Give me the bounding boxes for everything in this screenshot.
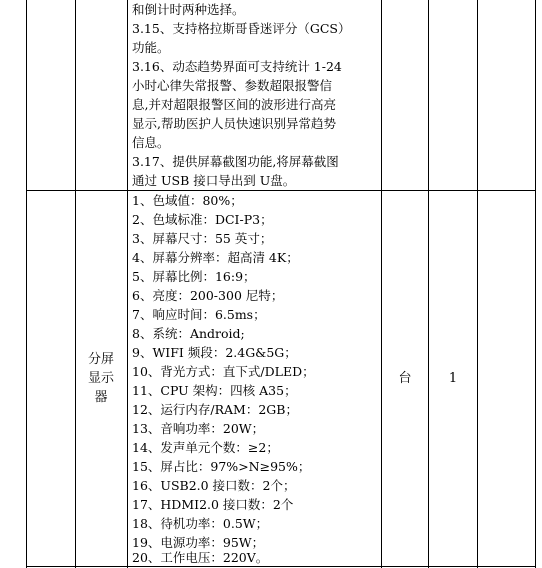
spec-line: 6、亮度：200-300 尼特； [132, 288, 284, 303]
item-name-line: 分屏 [87, 352, 114, 367]
spec-line: 3.16、动态趋势界面可支持统计 1-24 [132, 59, 342, 74]
spec-line: 11、CPU 架构：四核 A35； [132, 383, 297, 398]
column-divider-4 [428, 0, 429, 568]
table-border-left [26, 0, 27, 568]
item-name [76, 350, 126, 407]
item-quantity: 1 [448, 371, 458, 386]
spec-line: 14、发声单元个数：≥2； [132, 440, 279, 455]
column-divider-2 [127, 0, 128, 568]
spec-line: 显示,帮助医护人员快速识别异常趋势 [132, 116, 336, 131]
column-divider-5 [477, 0, 478, 568]
column-divider-3 [381, 0, 382, 568]
table-border-bottom [26, 566, 536, 567]
row-divider [26, 190, 536, 191]
spec-line: 信息。 [132, 135, 170, 150]
column-divider-1 [75, 0, 76, 568]
spec-line: 1、色域值：80%； [132, 193, 243, 208]
item-name-line: 显示 [87, 371, 114, 386]
spec-line: 息,并对超限报警区间的波形进行高亮 [132, 97, 336, 112]
spec-line: 10、背光方式：直下式/DLED； [132, 364, 315, 379]
spec-line: 17、HDMI2.0 接口数：2个 [132, 497, 294, 512]
spec-line: 通过 USB 接口导出到 U盘。 [132, 173, 296, 188]
item-unit: 台 [398, 371, 412, 386]
spec-line: 3.17、提供屏幕截图功能,将屏幕截图 [132, 154, 339, 169]
spec-line: 12、运行内存/RAM：2GB； [132, 402, 298, 417]
spec-line: 小时心律失常报警、参数超限报警信 [132, 78, 333, 93]
spec-line: 7、响应时间：6.5ms； [132, 307, 266, 322]
spec-line: 15、屏占比：97%>N≥95%； [132, 459, 311, 474]
spec-line: 5、屏幕比例：16:9； [132, 269, 256, 284]
spec-line: 功能。 [132, 40, 170, 55]
spec-line: 18、待机功率：0.5W； [132, 516, 269, 531]
spec-line: 19、电源功率：95W； [132, 535, 265, 550]
spec-line: 9、WIFI 频段：2.4G&5G； [132, 345, 297, 360]
spec-line: 2、色域标准：DCI-P3； [132, 212, 273, 227]
spec-line: 16、USB2.0 接口数：2个； [132, 478, 296, 493]
spec-line: 8、系统：Android; [132, 326, 245, 341]
item-name-line: 器 [94, 390, 108, 405]
spec-line: 3、屏幕尺寸：55 英寸； [132, 231, 273, 246]
spec-line: 4、屏幕分辨率：超高清 4K； [132, 250, 299, 265]
table-border-right [535, 0, 536, 568]
spec-line: 3.15、支持格拉斯哥昏迷评分（GCS） [132, 21, 351, 36]
spec-line: 20、工作电压：220V。 [132, 550, 269, 565]
spec-line: 13、音响功率：20W； [132, 421, 265, 436]
spec-line: 和倒计时两种选择。 [132, 2, 245, 17]
